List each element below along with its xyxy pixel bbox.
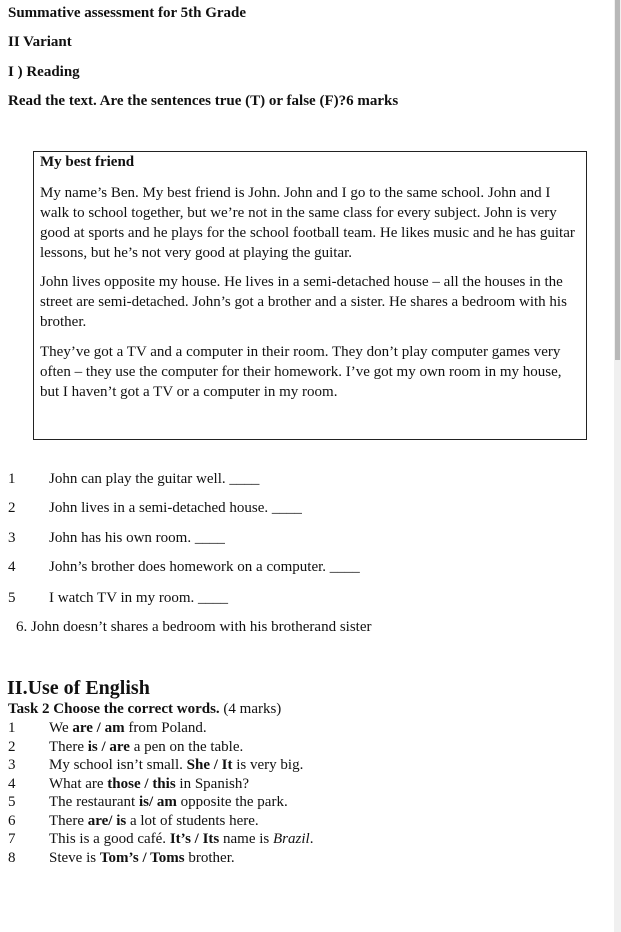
task-2-separator: / [92,720,105,736]
question-number: 2 [8,500,16,516]
section-heading-reading: I ) Reading [8,64,80,80]
task-2-option[interactable]: It [221,757,233,773]
task-2-instruction [8,701,281,718]
task-2-item [49,757,303,774]
reading-paragraph-1: My name’s Ben. My best friend is John. John and I go to the same school. John and I walk to school together, but we’re not in the same class for every subject. John is very good at sports and he plays for the school football team. He likes music and he has guitar lessons, but he’s not very good at playing the guitar. [40,185,575,261]
task-2-item [49,794,288,811]
task-2-item [49,776,249,793]
task-2-item-number: 5 [8,794,16,810]
question-text: John’s brother does homework on a computer. ____ [49,559,360,575]
question-text: John can play the guitar well. ____ [49,471,260,487]
reading-instruction: Read the text. Are the sentences true (T) or false (F)?6 marks [8,93,399,109]
task-2-separator: / [210,757,222,773]
task-2-item-number: 3 [8,757,16,773]
task-2-option[interactable]: are [87,813,109,829]
task-2-option[interactable]: is [87,739,98,755]
reading-paragraph-2: John lives opposite my house. He lives in a semi-detached house – all the houses in the street are semi-detached. John’s got a brother and a sister. He shares a bedroom with his brother. [40,274,567,330]
task-2-item-number: 2 [8,739,16,755]
task-2-option[interactable]: Tom’s [99,850,139,866]
task-2-item-text: brother. [184,850,235,866]
question-number: 3 [8,530,16,546]
task-2-item-text: The restaurant [49,794,139,810]
task-2-item-text: is very big. [232,757,304,773]
question-text: John lives in a semi-detached house. ____ [49,500,302,516]
task-2-separator: / [97,739,110,755]
task-2-item-text: opposite the park. [176,794,288,810]
task-2-option[interactable]: are [72,720,93,736]
task-2-item-text: What are [49,776,108,792]
task-2-option[interactable]: am [156,794,177,810]
question-text: John has his own room. ____ [49,530,225,546]
task-2-item-text: in Spanish? [175,776,249,792]
task-2-item [49,739,243,756]
task-2-marks: (4 marks) [219,701,282,717]
task-2-option[interactable]: am [104,720,125,736]
question-number: 1 [8,471,16,487]
task-2-option[interactable]: is [138,794,149,810]
task-2-item [49,831,313,848]
task-2-option[interactable]: Its [202,831,220,847]
task-2-item-text: This is a good café. [49,831,170,847]
task-2-item-text: from Poland. [124,720,207,736]
task-2-item-italic: Brazil [273,831,310,847]
scrollbar-thumb[interactable] [615,0,620,360]
variant-label: II Variant [8,34,72,50]
question-6: 6. John doesn’t shares a bedroom with his brotherand sister [16,619,372,635]
reading-paragraph-3: They’ve got a TV and a computer in their room. They don’t play computer games very often – they use the computer for their homework. I’ve got my own room in my house, but I haven’t got a TV or a computer in my room. [40,344,562,400]
question-number: 4 [8,559,16,575]
task-2-label: Task 2 Choose the correct words. [8,701,220,717]
task-2-option[interactable]: are [109,739,130,755]
task-2-item-text: name is [219,831,274,847]
task-2-item [49,850,235,867]
scrollbar[interactable] [614,0,621,932]
task-2-item-text: There [49,739,88,755]
task-2-item-text: Steve is [49,850,100,866]
task-2-item-number: 4 [8,776,16,792]
task-2-item-number: 1 [8,720,16,736]
task-2-item-text: There [49,813,88,829]
task-2-separator: / [140,776,153,792]
task-2-option[interactable]: It’s [169,831,191,847]
question-text: I watch TV in my room. ____ [49,590,229,606]
task-2-separator: / [148,794,157,810]
task-2-option[interactable]: Toms [150,850,185,866]
task-2-item [49,720,207,737]
task-2-separator: / [190,831,203,847]
section-heading-use-of-english: II.Use of English [7,677,150,699]
task-2-item-text: . [309,831,314,847]
task-2-option[interactable]: is [116,813,127,829]
task-2-option[interactable]: those [107,776,141,792]
task-2-item-text: a pen on the table. [129,739,244,755]
task-2-separator: / [108,813,117,829]
reading-text-title: My best friend [40,154,135,170]
task-2-item [49,813,259,830]
task-2-item-number: 8 [8,850,16,866]
reading-text-box [33,151,587,440]
document-title: Summative assessment for 5th Grade [8,5,247,21]
task-2-option[interactable]: She [186,757,210,773]
task-2-option[interactable]: this [152,776,176,792]
task-2-item-text: We [49,720,73,736]
task-2-item-text: My school isn’t small. [49,757,187,773]
task-2-separator: / [138,850,151,866]
task-2-item-number: 7 [8,831,16,847]
question-number: 5 [8,590,16,606]
task-2-item-text: a lot of students here. [126,813,259,829]
task-2-item-number: 6 [8,813,16,829]
